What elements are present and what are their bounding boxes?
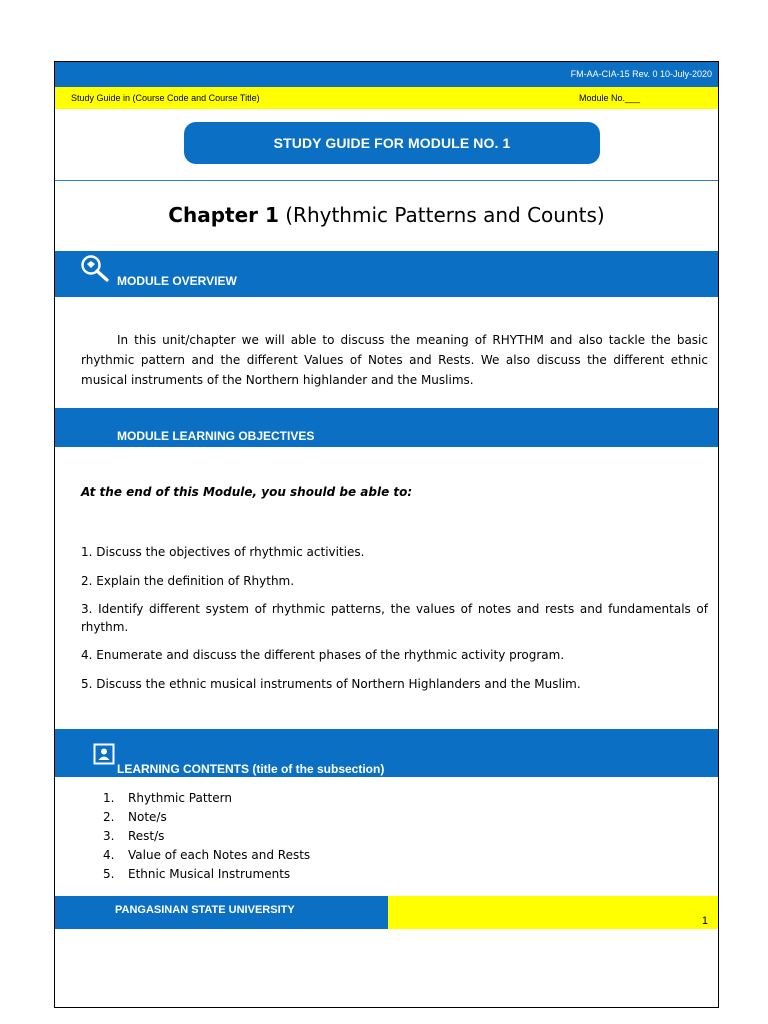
list-item: 3. Rest/s bbox=[103, 829, 165, 843]
divider bbox=[55, 180, 718, 181]
list-item: 5. Ethnic Musical Instruments bbox=[103, 867, 291, 881]
footer-page-bar bbox=[388, 896, 718, 929]
contents-list bbox=[103, 791, 310, 886]
learning-objectives-heading: MODULE LEARNING OBJECTIVES bbox=[117, 429, 315, 443]
chapter-title bbox=[55, 203, 718, 227]
course-label: Study Guide in (Course Code and Course Title) bbox=[71, 93, 260, 103]
footer-university-bar bbox=[55, 896, 388, 929]
objective-item: 3. Identify different system of rhythmic patterns, the values of notes and rests and fundamentals of rhythm. bbox=[81, 602, 708, 634]
module-number-label: Module No.___ bbox=[579, 93, 641, 103]
header-bar bbox=[55, 62, 718, 87]
objective-item: 4. Enumerate and discuss the different phases of the rhythmic activity program. bbox=[81, 648, 565, 662]
objectives-list bbox=[81, 542, 708, 694]
university-name: PANGASINAN STATE UNIVERSITY bbox=[115, 904, 295, 916]
objectives-intro: At the end of this Module, you should be able to: bbox=[81, 485, 413, 499]
module-overview-heading: MODULE OVERVIEW bbox=[117, 274, 237, 288]
objective-item: 1. Discuss the objectives of rhythmic activities. bbox=[81, 545, 365, 559]
chapter-subtitle: (Rhythmic Patterns and Counts) bbox=[278, 203, 605, 227]
list-item: 2. Note/s bbox=[103, 810, 167, 824]
objective-item: 5. Discuss the ethnic musical instruments of Northern Highlanders and the Muslim. bbox=[81, 677, 581, 691]
list-item: 4. Value of each Notes and Rests bbox=[103, 848, 311, 862]
course-bar bbox=[55, 87, 718, 109]
learning-contents-header bbox=[55, 729, 718, 777]
page-number: 1 bbox=[701, 915, 708, 927]
objective-item: 2. Explain the definition of Rhythm. bbox=[81, 574, 295, 588]
magnifier-icon bbox=[79, 253, 113, 288]
chapter-number: Chapter 1 bbox=[168, 203, 279, 227]
learning-contents-heading: LEARNING CONTENTS (title of the subsection) bbox=[117, 762, 385, 776]
form-code: FM-AA-CIA-15 Rev. 0 10-July-2020 bbox=[570, 69, 712, 79]
module-overview-text: In this unit/chapter we will able to discuss the meaning of RHYTHM and also tackle the basic rhythmic pattern and the different Values of Notes and Rests. We also discuss the different ethnic musical instruments of the Northern highlander and the Muslims. bbox=[81, 333, 708, 387]
study-guide-title: STUDY GUIDE FOR MODULE NO. 1 bbox=[184, 122, 600, 164]
contact-card-icon bbox=[93, 743, 115, 770]
list-item: 1. Rhythmic Pattern bbox=[103, 791, 232, 805]
learning-objectives-header bbox=[55, 408, 718, 447]
document-page bbox=[54, 61, 719, 1008]
module-overview-header bbox=[55, 251, 718, 297]
